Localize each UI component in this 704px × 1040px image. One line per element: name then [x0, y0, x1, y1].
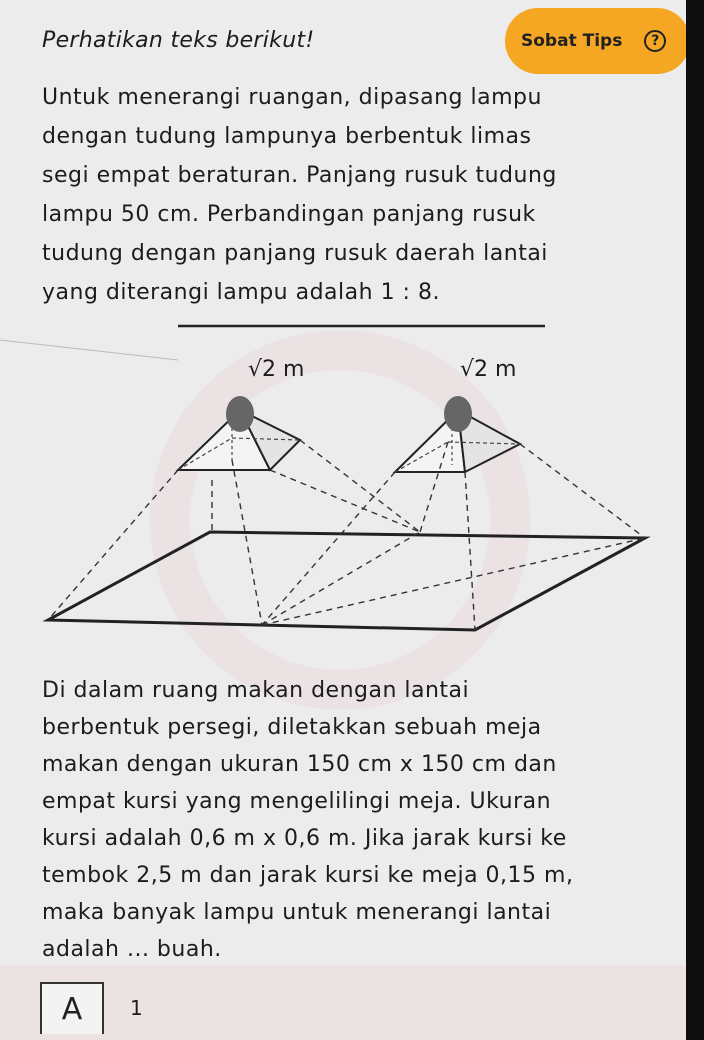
question-line: makan dengan ukuran 150 cm x 150 cm dan: [42, 752, 557, 777]
lamp-diagram: [0, 310, 686, 640]
screen-edge: [686, 0, 704, 1040]
question-line: kursi adalah 0,6 m x 0,6 m. Jika jarak kursi ke: [42, 826, 567, 851]
question-line: [42, 672, 654, 709]
question-icon: ?: [644, 30, 666, 52]
left-wall-line: [0, 340, 178, 360]
passage-line: lampu 50 cm. Perbandingan panjang rusuk: [42, 202, 536, 227]
lamp-shade-right: [395, 396, 520, 472]
passage-line: segi empat beraturan. Panjang rusuk tudung: [42, 163, 557, 188]
passage-line: yang diterangi lampu adalah 1 : 8.: [42, 280, 440, 305]
instruction-heading: Perhatikan teks berikut!: [42, 28, 315, 53]
answer-value: 1: [130, 996, 143, 1020]
sobat-tips-label: Sobat Tips: [521, 31, 623, 51]
question-line: berbentuk persegi, diletakkan sebuah meja: [42, 715, 542, 740]
question-line: empat kursi yang mengelilingi meja. Ukuran: [42, 789, 552, 814]
question-line-text: Di dalam ruang makan dengan lantai: [42, 678, 470, 703]
question-line: adalah ... buah.: [42, 937, 222, 962]
question-line: tembok 2,5 m dan jarak kursi ke meja 0,15 m,: [42, 863, 574, 888]
lamp-shade-left: [178, 396, 300, 470]
question-text: [42, 672, 654, 968]
distance-label-right: √2 m: [460, 357, 517, 382]
sobat-tips-button[interactable]: [505, 8, 690, 74]
floor-area: [48, 532, 645, 630]
distance-label-left: √2 m: [248, 357, 305, 382]
bulb-right: [444, 396, 472, 432]
passage-line: tudung dengan panjang rusuk daerah lantai: [42, 241, 548, 266]
passage-line: dengan tudung lampunya berbentuk limas: [42, 124, 532, 149]
question-line: maka banyak lampu untuk menerangi lantai: [42, 900, 552, 925]
passage-line: Untuk menerangi ruangan, dipasang lampu: [42, 85, 542, 110]
passage-text: [42, 78, 557, 312]
answer-option-a[interactable]: A: [40, 982, 104, 1034]
bulb-left: [226, 396, 254, 432]
